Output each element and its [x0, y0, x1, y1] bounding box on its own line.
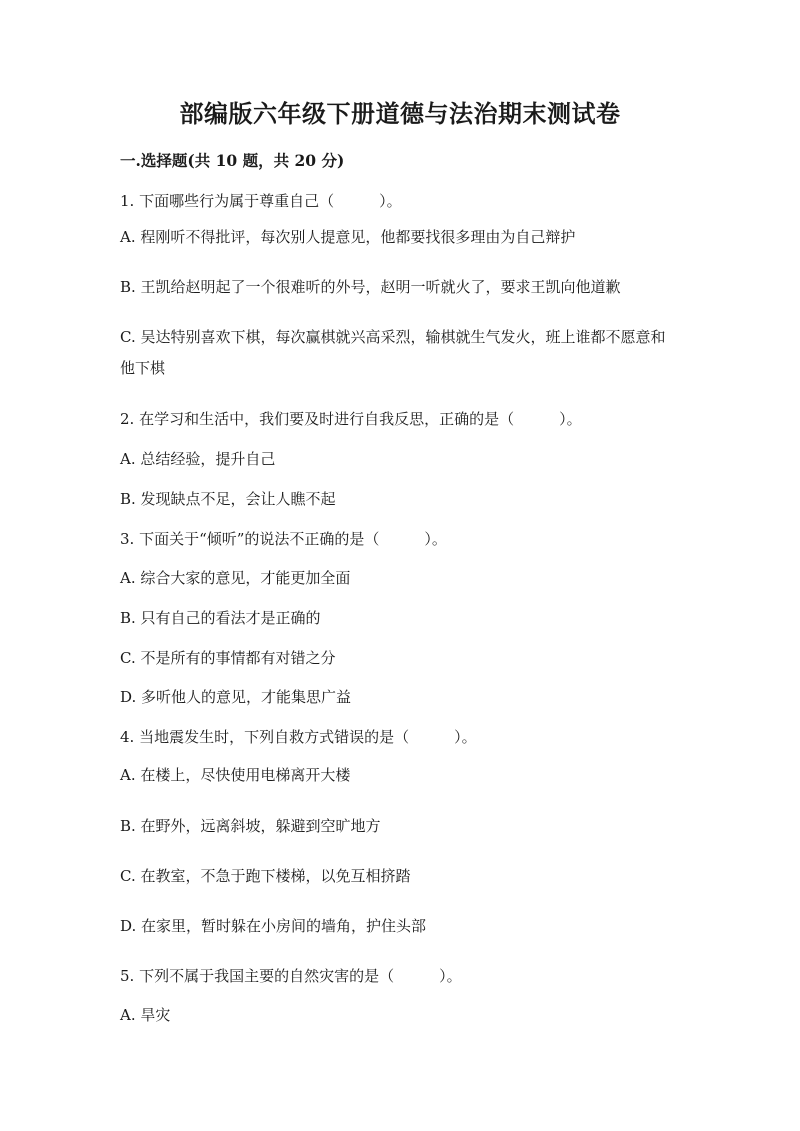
answer-option: B. 发现缺点不足，会让人瞧不起 — [120, 490, 336, 508]
answer-option: D. 在家里，暂时躲在小房间的墙角，护住头部 — [120, 917, 427, 935]
question-stem: 5. 下列不属于我国主要的自然灾害的是（ ）。 — [120, 967, 462, 985]
answer-option: D. 多听他人的意见，才能集思广益 — [120, 688, 352, 706]
answer-option: C. 在教室，不急于跑下楼梯，以免互相挤踏 — [120, 867, 411, 885]
answer-option: B. 王凯给赵明起了一个很难听的外号，赵明一听就火了，要求王凯向他道歉 — [120, 278, 621, 296]
answer-option: C. 吴达特别喜欢下棋，每次赢棋就兴高采烈，输棋就生气发火，班上谁都不愿意和他下棋 — [120, 328, 666, 377]
question-stem: 1. 下面哪些行为属于尊重自己（ ）。 — [120, 192, 402, 210]
page-title: 部编版六年级下册道德与法治期末测试卷 — [179, 99, 621, 128]
answer-option: A. 在楼上，尽快使用电梯离开大楼 — [120, 766, 351, 784]
answer-option: B. 只有自己的看法才是正确的 — [120, 609, 321, 627]
question-stem: 4. 当地震发生时，下列自救方式错误的是（ ）。 — [120, 728, 477, 746]
question-stem: 2. 在学习和生活中，我们要及时进行自我反思，正确的是（ ）。 — [120, 410, 582, 428]
answer-option: C. 不是所有的事情都有对错之分 — [120, 649, 336, 667]
section-heading: 一.选择题(共 10 题，共 20 分) — [120, 151, 345, 170]
answer-option: A. 综合大家的意见，才能更加全面 — [120, 569, 351, 587]
answer-option: A. 总结经验，提升自己 — [120, 450, 276, 468]
answer-option: A. 程刚听不得批评，每次别人提意见，他都要找很多理由为自己辩护 — [120, 228, 576, 246]
question-stem: 3. 下面关于“倾听”的说法不正确的是（ ）。 — [120, 530, 447, 548]
answer-option: B. 在野外，远离斜坡，躲避到空旷地方 — [120, 817, 381, 835]
answer-option: A. 旱灾 — [120, 1006, 171, 1024]
